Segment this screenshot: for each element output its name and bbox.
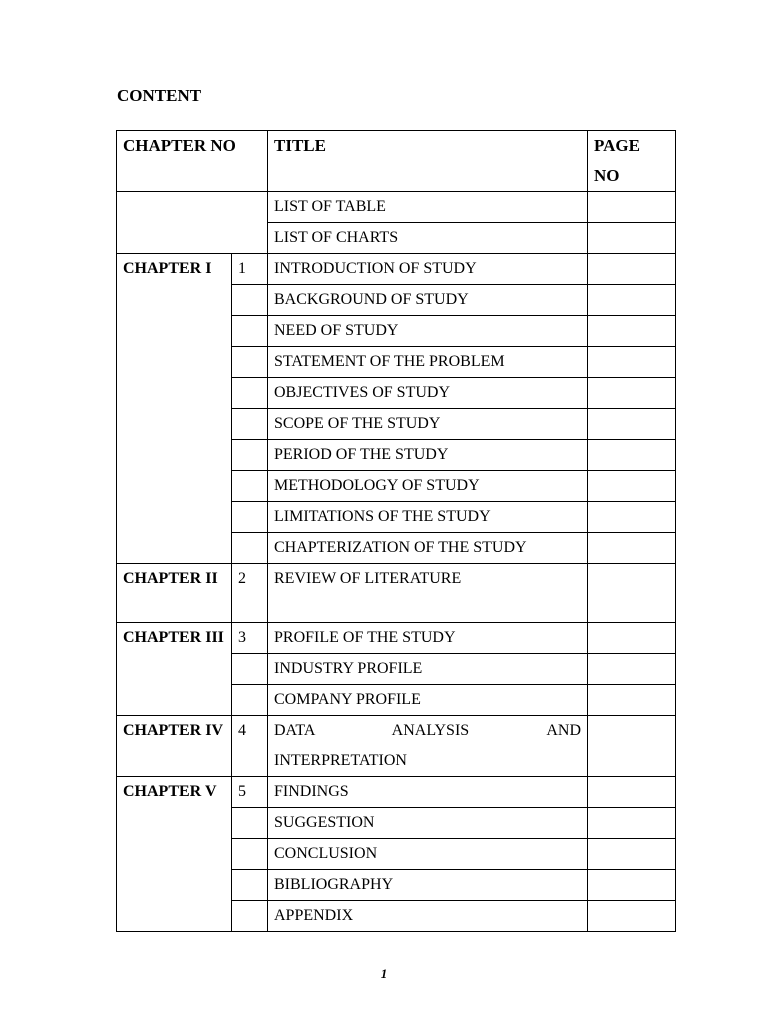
title-cell: OBJECTIVES OF STUDY xyxy=(268,378,588,409)
title-cell: BACKGROUND OF STUDY xyxy=(268,285,588,316)
title-cell: SCOPE OF THE STUDY xyxy=(268,409,588,440)
front-matter-cell xyxy=(117,192,268,254)
page-cell xyxy=(588,192,676,223)
title-cell: METHODOLOGY OF STUDY xyxy=(268,471,588,502)
table-row xyxy=(117,564,676,623)
title-cell: LIMITATIONS OF THE STUDY xyxy=(268,502,588,533)
table-row xyxy=(117,716,676,777)
chapter-number: 3 xyxy=(232,623,268,654)
chapter-label: CHAPTER II xyxy=(117,564,232,623)
table-row xyxy=(117,777,676,808)
table-header-row xyxy=(117,131,676,192)
title-cell: INDUSTRY PROFILE xyxy=(268,654,588,685)
title-cell: STATEMENT OF THE PROBLEM xyxy=(268,347,588,378)
title-cell: FINDINGS xyxy=(268,777,588,808)
chapter-label: CHAPTER V xyxy=(117,777,232,932)
page-cell xyxy=(588,223,676,254)
chapter-label: CHAPTER IV xyxy=(117,716,232,777)
chapter-number: 4 xyxy=(232,716,268,777)
title-cell: LIST OF TABLE xyxy=(268,192,588,223)
header-title: TITLE xyxy=(268,131,588,192)
chapter-label: CHAPTER III xyxy=(117,623,232,716)
page-heading: CONTENT xyxy=(117,86,202,105)
chapter-number: 1 xyxy=(232,254,268,285)
title-line: INTERPRETATION xyxy=(274,752,407,769)
title-cell: PROFILE OF THE STUDY xyxy=(268,623,588,654)
title-line: DATA ANALYSIS AND xyxy=(274,722,581,739)
title-cell: CHAPTERIZATION OF THE STUDY xyxy=(268,533,588,564)
page-cell xyxy=(588,716,676,777)
header-chapter-no: CHAPTER NO xyxy=(117,131,268,192)
title-cell: REVIEW OF LITERATURE xyxy=(268,564,588,623)
table-row xyxy=(117,623,676,654)
title-cell: SUGGESTION xyxy=(268,808,588,839)
title-cell: PERIOD OF THE STUDY xyxy=(268,440,588,471)
table-row xyxy=(117,192,676,223)
title-cell xyxy=(268,716,588,777)
title-cell: COMPANY PROFILE xyxy=(268,685,588,716)
title-cell: APPENDIX xyxy=(268,901,588,932)
page-cell xyxy=(588,564,676,623)
title-cell: LIST OF CHARTS xyxy=(268,223,588,254)
chapter-label: CHAPTER I xyxy=(117,254,232,564)
table-row xyxy=(117,254,676,285)
page-cell xyxy=(588,777,676,808)
chapter-number: 2 xyxy=(232,564,268,623)
chapter-number: 5 xyxy=(232,777,268,808)
page-number: 1 xyxy=(380,966,388,981)
title-cell: CONCLUSION xyxy=(268,839,588,870)
title-cell: NEED OF STUDY xyxy=(268,316,588,347)
header-page-no: PAGE NO xyxy=(588,131,676,192)
title-cell: BIBLIOGRAPHY xyxy=(268,870,588,901)
page-cell xyxy=(588,254,676,285)
contents-table xyxy=(116,130,676,932)
page-cell xyxy=(588,623,676,654)
title-cell: INTRODUCTION OF STUDY xyxy=(268,254,588,285)
